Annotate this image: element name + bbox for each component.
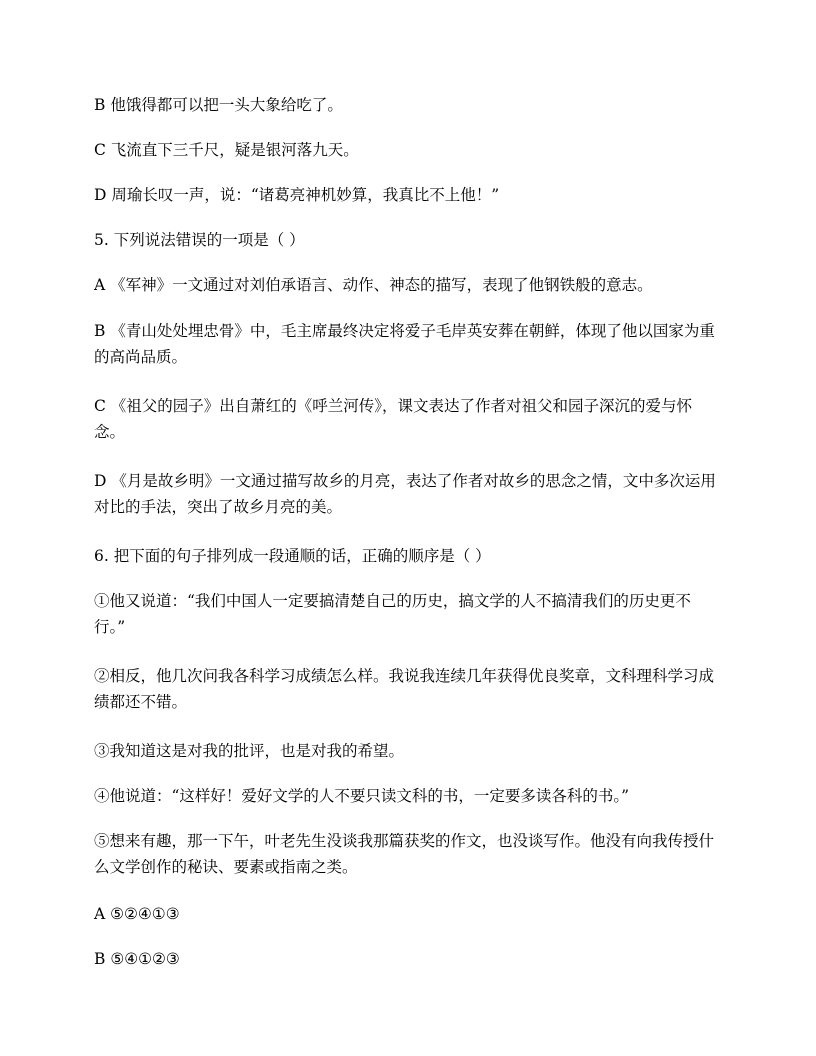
question-5-option-c: C 《祖父的园子》出自萧红的《呼兰河传》，课文表达了作者对祖父和园子深沉的爱与怀念。	[94, 397, 693, 441]
sentence-2: ②相反，他几次问我各科学习成绩怎么样。我说我连续几年获得优良奖章，文科理科学习成绩都还不错。	[94, 667, 715, 711]
question-6-option-b: B ⑤④①②③	[94, 950, 180, 968]
question-5-option-b: B 《青山处处埋忠骨》中，毛主席最终决定将爱子毛岸英安葬在朝鲜，体现了他以国家为重的高尚品质。	[94, 322, 715, 366]
sentence-3: ③我知道这是对我的批评，也是对我的希望。	[94, 742, 405, 760]
question-5-option-a: A 《军神》一文通过对刘伯承语言、动作、神态的描写，表现了他钢铁般的意志。	[94, 276, 653, 294]
question-6-prompt: 6. 把下面的句子排列成一段通顺的话，正确的顺序是（ ）	[94, 547, 491, 565]
option-b-hyperbole: B 他饿得都可以把一头大象给吃了。	[94, 96, 343, 114]
question-6-option-a: A ⑤②④①③	[94, 905, 180, 923]
question-5-option-d: D 《月是故乡明》一文通过描写故乡的月亮，表达了作者对故乡的思念之情，文中多次运用对比的手法，突出了故乡月亮的美。	[94, 472, 716, 516]
sentence-5: ⑤想来有趣，那一下午，叶老先生没谈我那篇获奖的作文，也没谈写作。他没有向我传授什么文学创作的秘诀、要素或指南之类。	[94, 832, 715, 876]
option-d-zhouyu-quote: D 周瑜长叹一声，说：“诸葛亮神机妙算，我真比不上他！”	[94, 186, 500, 204]
option-c-poem-line: C 飞流直下三千尺，疑是银河落九天。	[94, 141, 359, 159]
sentence-4: ④他说道：“这样好！爱好文学的人不要只读文科的书，一定要多读各科的书。”	[94, 787, 630, 805]
sentence-1: ①他又说道：“我们中国人一定要搞清楚自己的历史，搞文学的人不搞清我们的历史更不行。”	[94, 592, 691, 636]
question-5-prompt: 5. 下列说法错误的一项是（ ）	[94, 231, 305, 249]
